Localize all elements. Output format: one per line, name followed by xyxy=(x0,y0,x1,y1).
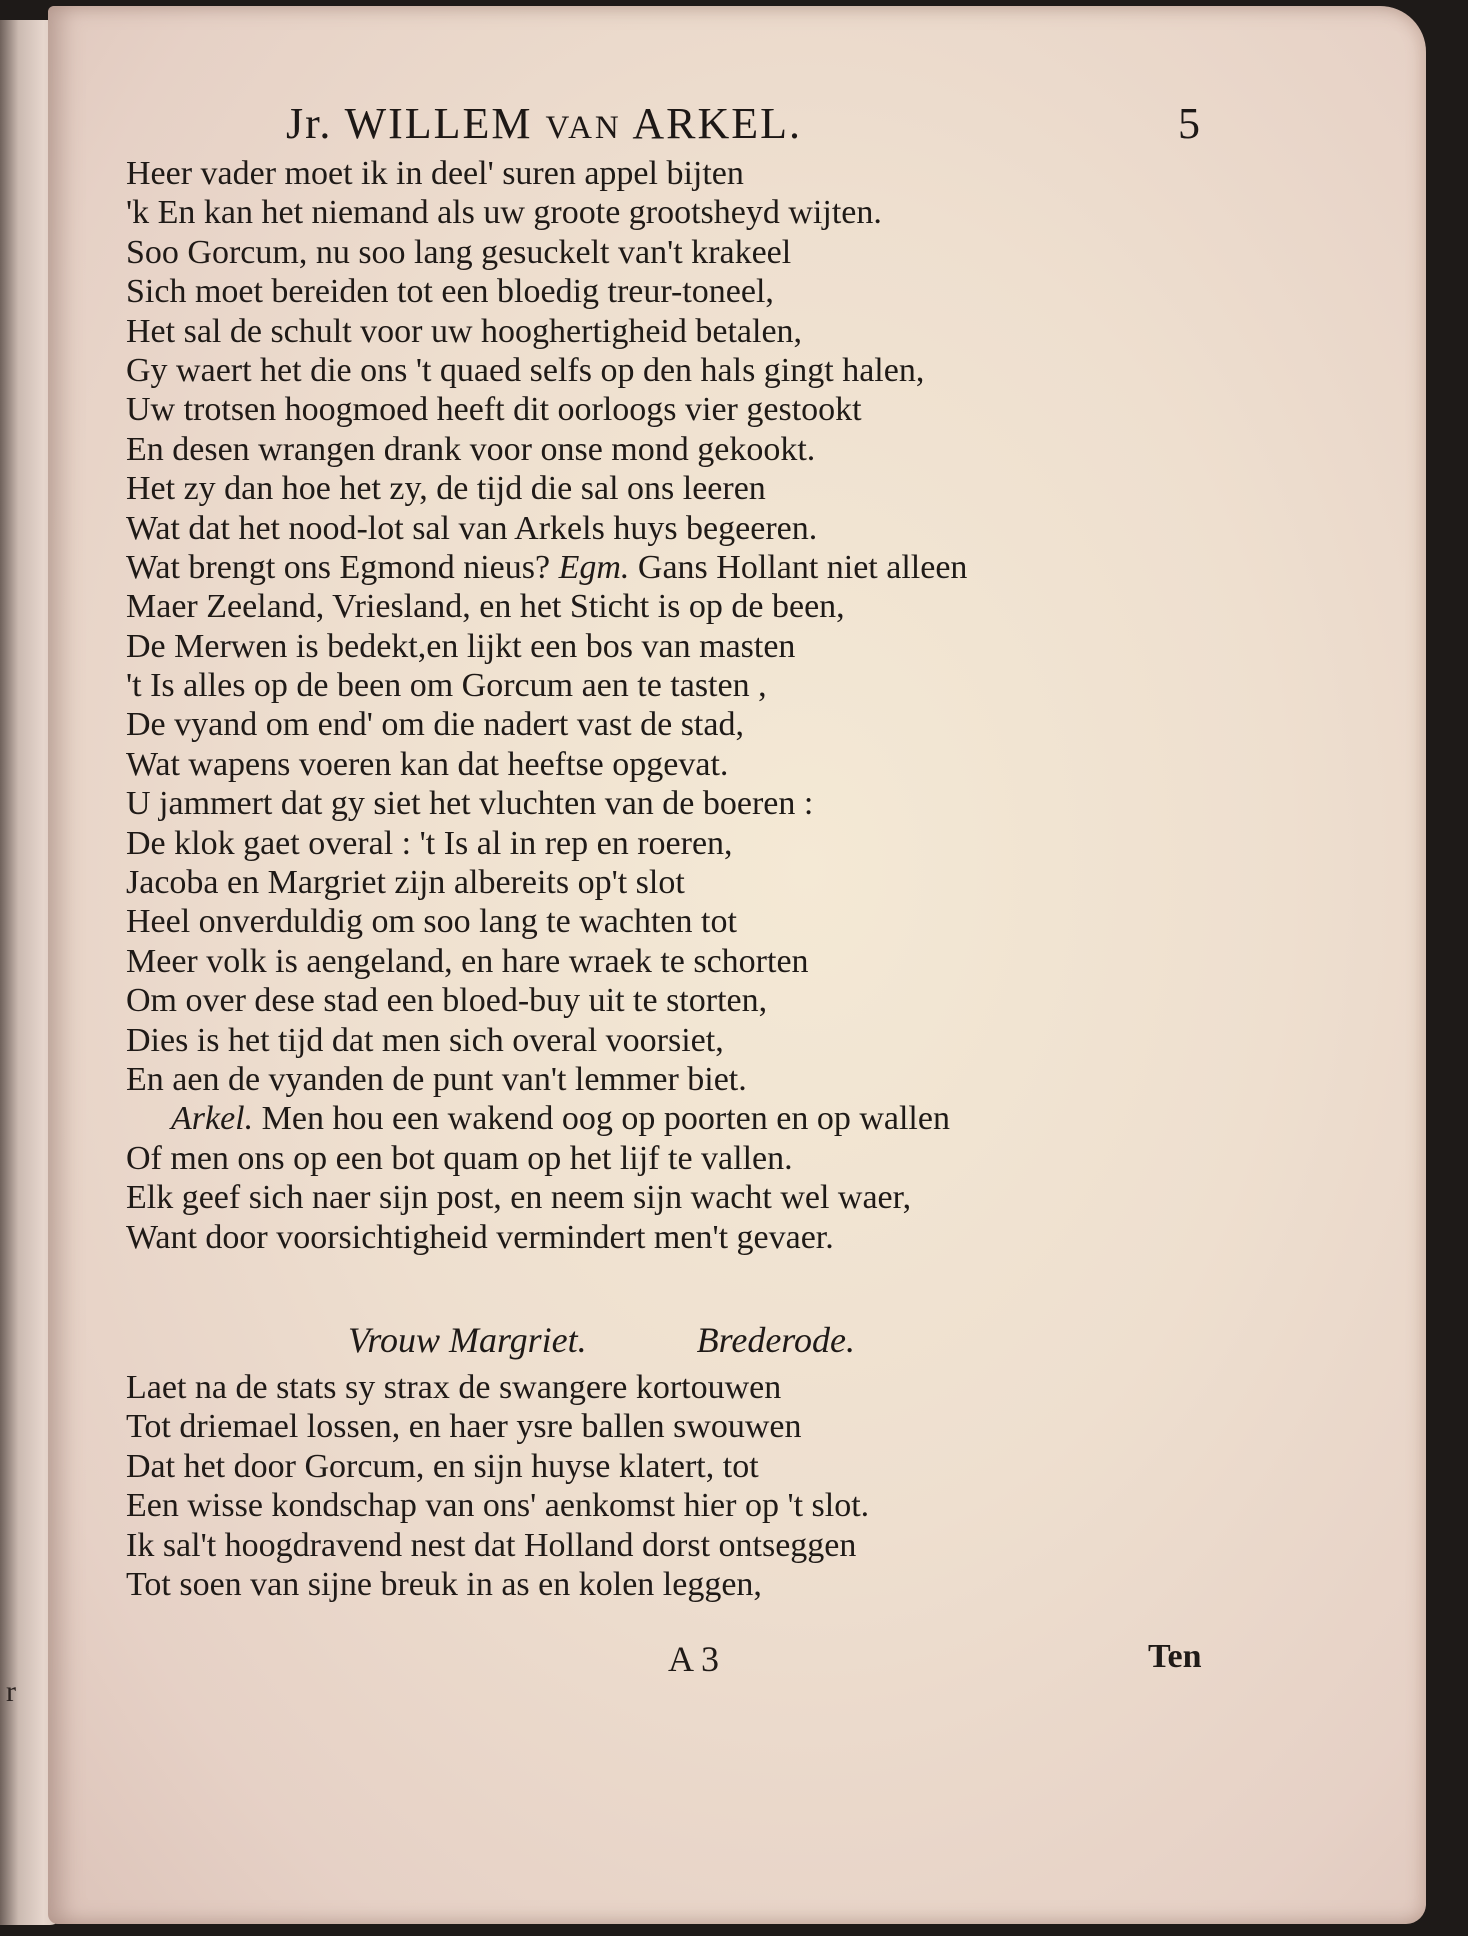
facing-page-fragment: r xyxy=(6,1675,16,1708)
verse-text: De vyand om end' om die nadert vast de stad, xyxy=(126,706,744,744)
verse-text: Heer vader moet ik in deel' suren appel bijten xyxy=(126,155,744,192)
verse-text: 't Is alles op de been om Gorcum aen te tasten , xyxy=(126,667,767,705)
verse-text: Of men ons op een bot quam op het lijf te vallen. xyxy=(126,1139,793,1177)
verse-text: Soo Gorcum, nu soo lang gesuckelt van't krakeel xyxy=(126,233,792,271)
verse-line xyxy=(126,745,1276,784)
verse-text: Jacoba en Margriet zijn albereits op't slot xyxy=(126,864,685,902)
verse-line xyxy=(126,863,1276,902)
speaker-brederode: Brederode. xyxy=(696,1320,855,1360)
verse-line xyxy=(126,469,1276,508)
verse-text: Het zy dan hoe het zy, de tijd die sal ons leeren xyxy=(126,470,766,508)
verse-text: Meer volk is aengeland, en hare wraek te schorten xyxy=(126,942,809,980)
speaker-vrouw-margriet: Vrouw Margriet. xyxy=(348,1320,587,1360)
verse-text: Ik sal't hoogdravend nest dat Holland dorst ontseggen xyxy=(126,1526,857,1564)
verse-text: De Merwen is bedekt,en lijkt een bos van masten xyxy=(126,627,796,665)
verse-line xyxy=(126,784,1276,823)
verse-text: De klok gaet overal : 't Is al in rep en roeren, xyxy=(126,824,733,862)
running-head-prefix: Jr. xyxy=(286,99,333,148)
verse-line xyxy=(126,509,1276,548)
running-head-particle: VAN xyxy=(545,110,622,146)
verse-text: Tot soen van sijne breuk in as en kolen leggen, xyxy=(126,1565,762,1603)
verse-line xyxy=(126,1447,1276,1486)
verse-text: Dies is het tijd dat men sich overal voorsiet, xyxy=(126,1021,724,1059)
verse-text: Dat het door Gorcum, en sijn huyse klatert, tot xyxy=(126,1447,759,1485)
verse-line xyxy=(126,627,1276,666)
page-number: 5 xyxy=(1178,99,1200,148)
verse-line xyxy=(126,1368,1276,1407)
speaker-label: Egm. xyxy=(558,548,630,586)
verse-line xyxy=(126,548,1276,587)
verse-line xyxy=(126,942,1276,981)
verse-line xyxy=(126,312,1276,351)
verse-text: Want door voorsichtigheid vermindert men't gevaer. xyxy=(126,1218,834,1256)
verse-text: Sich moet bereiden tot een bloedig treur-toneel, xyxy=(126,273,774,311)
verse-text: Wat brengt ons Egmond nieus? xyxy=(126,548,551,586)
verse-text: Elk geef sich naer sijn post, en neem sijn wacht wel waer, xyxy=(126,1179,912,1217)
verse-text: Laet na de stats sy strax de swangere kortouwen xyxy=(126,1369,782,1406)
verse-text: En desen wrangen drank voor onse mond gekookt. xyxy=(126,430,816,468)
verse-line xyxy=(126,1060,1276,1099)
verse-text: U jammert dat gy siet het vluchten van de boeren : xyxy=(126,785,814,823)
verse-text: Heel onverduldig om soo lang te wachten tot xyxy=(126,903,737,941)
verse-text: Een wisse kondschap van ons' aenkomst hier op 't slot. xyxy=(126,1487,870,1525)
verse-line xyxy=(126,902,1276,941)
verse-text: Het sal de schult voor uw hooghertigheid betalen, xyxy=(126,312,803,350)
book-page xyxy=(48,6,1426,1924)
verse-text: Om over dese stad een bloed-buy uit te storten, xyxy=(126,982,768,1020)
running-head xyxy=(286,98,802,149)
verse-text: 'k En kan het niemand als uw groote grootsheyd wijten. xyxy=(126,194,882,232)
verse-text: En aen de vyanden de punt van't lemmer biet. xyxy=(126,1060,747,1098)
verse-line xyxy=(126,824,1276,863)
verse-line xyxy=(126,1178,1276,1217)
verse-text: Wat wapens voeren kan dat heeftse opgevat. xyxy=(126,745,729,783)
verse-line xyxy=(126,351,1276,390)
verse-text: Gy waert het die ons 't quaed selfs op den hals gingt halen, xyxy=(126,351,925,389)
verse-line xyxy=(126,705,1276,744)
verse-block-1 xyxy=(126,154,1276,1257)
verse-text: Uw trotsen hoogmoed heeft dit oorloogs vier gestookt xyxy=(126,391,862,429)
verse-line xyxy=(126,1407,1276,1446)
verse-line xyxy=(126,587,1276,626)
verse-line xyxy=(126,1099,1276,1138)
verse-line xyxy=(126,1526,1276,1565)
verse-line xyxy=(126,1486,1276,1525)
verse-line xyxy=(126,390,1276,429)
verse-text: Men hou een wakend oog op poorten en op wallen xyxy=(261,1100,950,1138)
speaker-label: Arkel. xyxy=(171,1100,254,1138)
catchword: Ten xyxy=(1148,1638,1202,1675)
verse-line xyxy=(126,430,1276,469)
verse-line xyxy=(126,193,1276,232)
verse-line xyxy=(126,981,1276,1020)
verse-line xyxy=(126,1021,1276,1060)
verse-block-2 xyxy=(126,1368,1276,1604)
running-head-surname: ARKEL. xyxy=(632,99,802,148)
verse-text: Tot driemael lossen, en haer ysre ballen swouwen xyxy=(126,1408,802,1446)
speakers-heading xyxy=(348,1319,855,1361)
verse-line xyxy=(126,666,1276,705)
verse-text: Gans Hollant niet alleen xyxy=(637,548,968,586)
verse-text: Wat dat het nood-lot sal van Arkels huys begeeren. xyxy=(126,509,818,547)
verse-line xyxy=(126,233,1276,272)
verse-line xyxy=(126,1218,1276,1257)
verse-line xyxy=(126,272,1276,311)
verse-line xyxy=(126,1565,1276,1604)
verse-text: Maer Zeeland, Vriesland, en het Sticht is op de been, xyxy=(126,588,845,626)
signature-mark: A 3 xyxy=(668,1639,720,1679)
running-head-name: WILLEM xyxy=(344,99,533,148)
verse-line xyxy=(126,1139,1276,1178)
verse-line xyxy=(126,154,1276,193)
